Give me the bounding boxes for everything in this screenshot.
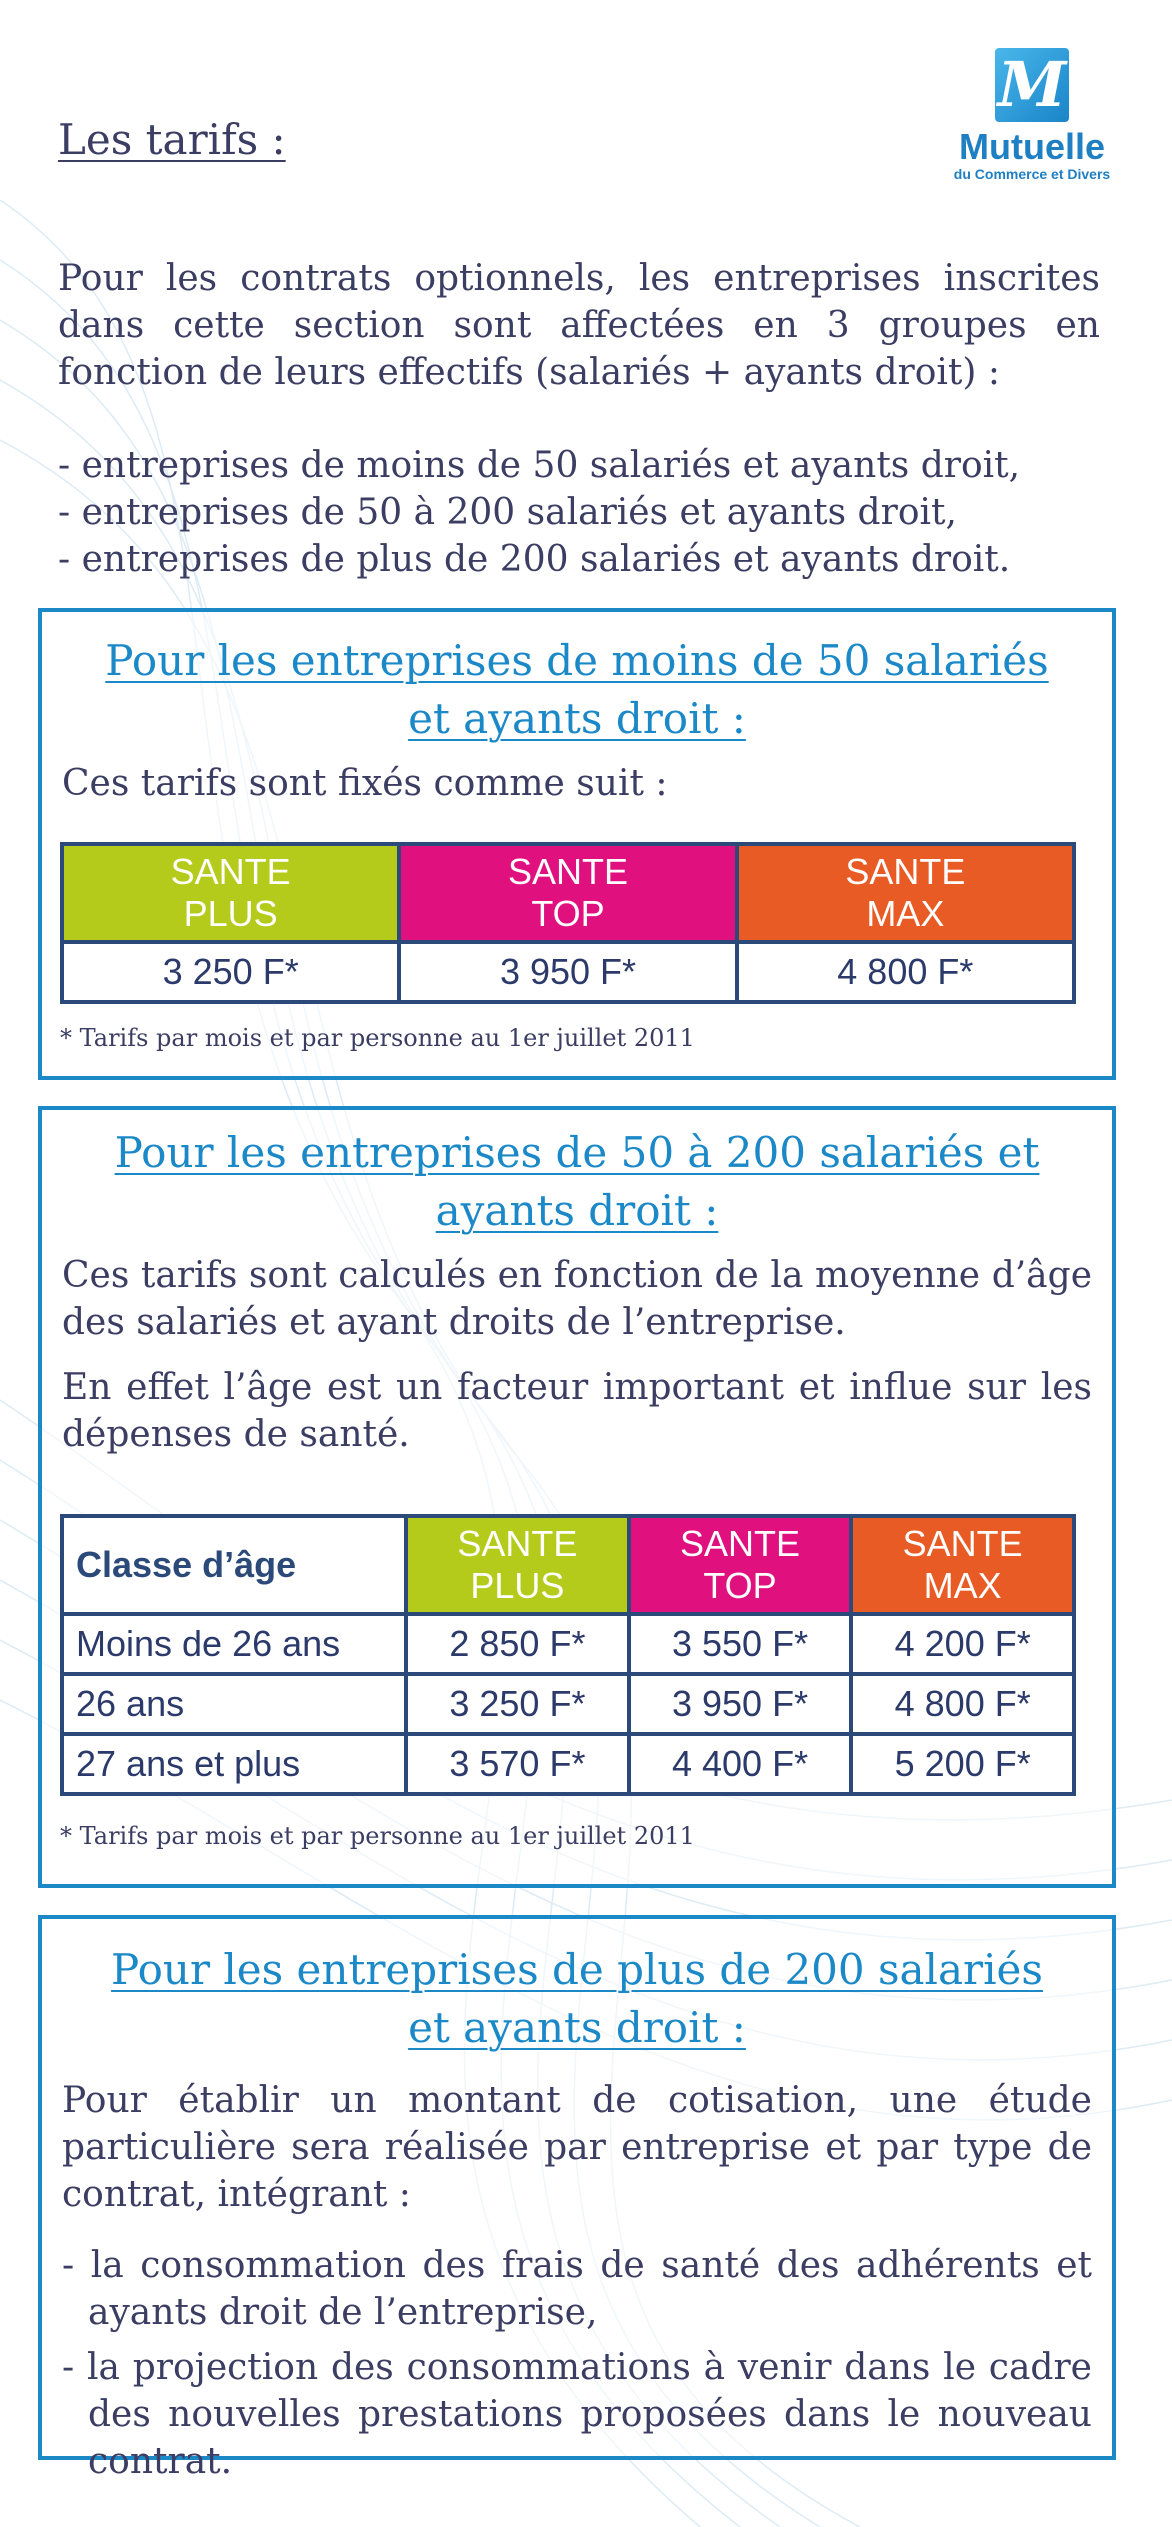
intro-list (58, 442, 1100, 583)
brand-logo (947, 48, 1117, 182)
table-cell: 3 570 F* (406, 1734, 629, 1794)
table-cell: 4 400 F* (629, 1734, 852, 1794)
intro-paragraph: Pour les contrats optionnels, les entreprises inscrites dans cette section sont affectées en 3 groupes en fonction de leurs effectifs (salariés + ayants droit) : (58, 258, 1100, 393)
section-title: Pour les entreprises de plus de 200 salariés et ayants droit : (111, 1945, 1043, 2052)
tariff-table-small (60, 842, 1076, 1004)
list-item: - entreprises de plus de 200 salariés et ayants droit. (58, 539, 1011, 580)
table-cell: 4 800 F* (737, 942, 1074, 1002)
footnote: * Tarifs par mois et par personne au 1er juillet 2011 (60, 1822, 695, 1850)
table-cell: 3 250 F* (62, 942, 399, 1002)
table-cell: 3 550 F* (629, 1614, 852, 1674)
footnote: * Tarifs par mois et par personne au 1er juillet 2011 (60, 1024, 695, 1052)
page-title: Les tarifs : (58, 115, 286, 164)
section-text: Ces tarifs sont calculés en fonction de la moyenne d’âge des salariés et ayant droits de l’entreprise. (62, 1255, 1092, 1343)
list-item: - la projection des consommations à venir dans le cadre des nouvelles prestations proposées dans le nouveau contrat. (62, 2347, 1092, 2482)
table-row (62, 1614, 1074, 1674)
age-cell: Moins de 26 ans (62, 1614, 406, 1674)
section-title: Pour les entreprises de 50 à 200 salariés et ayants droit : (114, 1128, 1040, 1235)
table-row (62, 1674, 1074, 1734)
table-cell: 3 950 F* (629, 1674, 852, 1734)
list-item: - entreprises de 50 à 200 salariés et ayants droit, (58, 492, 957, 533)
header-sante-plus: SANTE PLUS (62, 844, 399, 942)
logo-name: Mutuelle (958, 126, 1105, 167)
table-cell: 4 800 F* (851, 1674, 1074, 1734)
table-cell: 5 200 F* (851, 1734, 1074, 1794)
header-sante-plus: SANTE PLUS (406, 1516, 629, 1614)
header-sante-top: SANTE TOP (629, 1516, 852, 1614)
tariff-table-age (60, 1514, 1076, 1796)
age-cell: 26 ans (62, 1674, 406, 1734)
section-large-companies (38, 1915, 1116, 2482)
table-row (62, 1734, 1074, 1794)
section-small-companies (38, 608, 1116, 1080)
section-title: Pour les entreprises de moins de 50 salariés et ayants droit : (105, 636, 1049, 743)
section-text: Pour établir un montant de cotisation, une étude particulière sera réalisée par entreprise et par type de contrat, intégrant : (62, 2080, 1092, 2215)
table-cell: 3 250 F* (406, 1674, 629, 1734)
list-item: - entreprises de moins de 50 salariés et ayants droit, (58, 445, 1021, 486)
header-sante-max: SANTE MAX (737, 844, 1074, 942)
table-cell: 4 200 F* (851, 1614, 1074, 1674)
logo-mark-icon: M (995, 48, 1069, 122)
age-cell: 27 ans et plus (62, 1734, 406, 1794)
section-text: Ces tarifs sont fixés comme suit : (62, 763, 668, 804)
section-medium-companies (38, 1106, 1116, 1888)
list-item: - la consommation des frais de santé des adhérents et ayants droit de l’entreprise, (62, 2245, 1092, 2333)
header-age-class: Classe d’âge (62, 1516, 406, 1614)
table-cell: 3 950 F* (399, 942, 736, 1002)
logo-subtitle: du Commerce et Divers (953, 166, 1111, 182)
table-cell: 2 850 F* (406, 1614, 629, 1674)
header-sante-top: SANTE TOP (399, 844, 736, 942)
section-text: En effet l’âge est un facteur important et influe sur les dépenses de santé. (62, 1367, 1092, 1455)
header-sante-max: SANTE MAX (851, 1516, 1074, 1614)
